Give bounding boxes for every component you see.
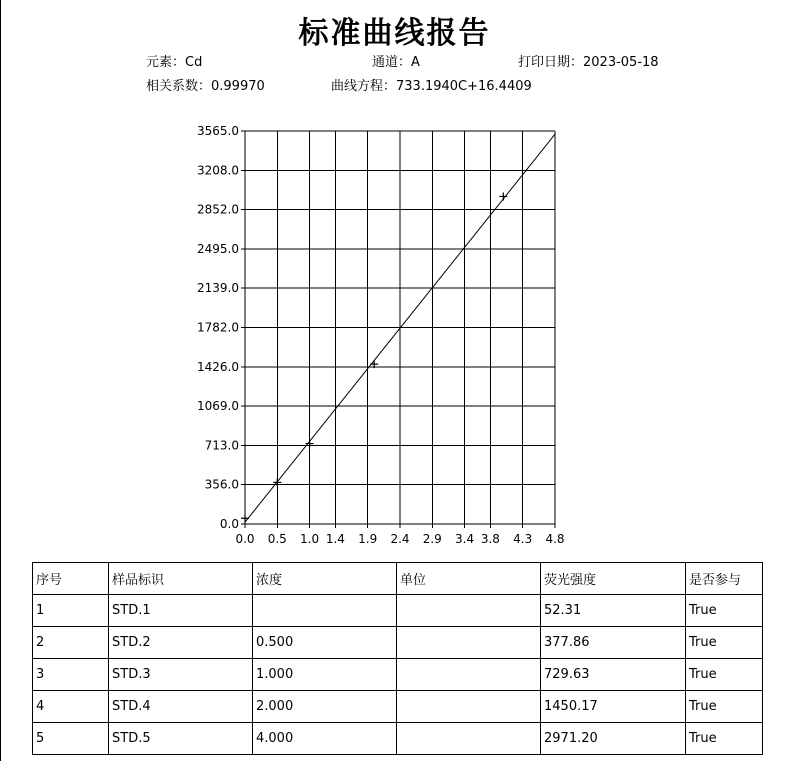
x-tick-label: 1.9 [358, 532, 378, 546]
y-tick-label: 3208.0 [197, 163, 239, 178]
header-concentration: 浓度 [253, 563, 397, 595]
y-tick-label: 2139.0 [197, 281, 239, 296]
cell-intensity: 1450.17 [541, 691, 686, 723]
x-tick-label: 1.4 [325, 532, 345, 546]
table-row [33, 627, 763, 659]
cell-participates: True [686, 627, 763, 659]
x-tick-label: 2.9 [422, 532, 442, 546]
report-title: 标准曲线报告 [298, 16, 491, 51]
cell-sample-id: STD.5 [109, 723, 253, 755]
x-tick-label: 3.8 [480, 532, 500, 546]
x-tick-label: 1.0 [300, 532, 320, 546]
data-point [241, 514, 249, 522]
table-header-row [33, 563, 763, 595]
cell-index: 5 [33, 723, 109, 755]
header-participates: 是否参与 [686, 563, 763, 595]
x-tick-label: 4.8 [545, 532, 565, 546]
cell-unit [397, 659, 541, 691]
cell-intensity: 377.86 [541, 627, 686, 659]
y-tick-label: 1782.0 [197, 320, 239, 335]
y-tick-label: 356.0 [204, 477, 239, 492]
x-tick-label: 0.0 [235, 532, 255, 546]
data-point [499, 192, 507, 200]
element-label: 元素：Cd [146, 55, 203, 70]
x-tick-label: 3.4 [455, 532, 475, 546]
table-row [33, 595, 763, 627]
table-row [33, 659, 763, 691]
cell-index: 4 [33, 691, 109, 723]
cell-concentration: 4.000 [253, 723, 397, 755]
cell-unit [397, 691, 541, 723]
channel-label: 通道：A [372, 55, 420, 70]
header-index: 序号 [33, 563, 109, 595]
cell-sample-id: STD.3 [109, 659, 253, 691]
correlation-label: 相关系数：0.99970 [146, 79, 265, 94]
header-unit: 单位 [397, 563, 541, 595]
cell-index: 3 [33, 659, 109, 691]
y-tick-label: 1426.0 [197, 359, 239, 374]
cell-concentration: 2.000 [253, 691, 397, 723]
cell-unit [397, 627, 541, 659]
data-point [306, 440, 314, 448]
cell-concentration: 0.500 [253, 627, 397, 659]
y-tick-label: 2495.0 [197, 241, 239, 256]
x-tick-label: 4.3 [513, 532, 533, 546]
cell-unit [397, 723, 541, 755]
header-intensity: 荧光强度 [541, 563, 686, 595]
cell-participates: True [686, 659, 763, 691]
cell-sample-id: STD.4 [109, 691, 253, 723]
cell-sample-id: STD.2 [109, 627, 253, 659]
cell-intensity: 2971.20 [541, 723, 686, 755]
standards-table [32, 562, 763, 755]
cell-participates: True [686, 723, 763, 755]
table-row [33, 691, 763, 723]
y-tick-label: 1069.0 [197, 399, 239, 414]
cell-participates: True [686, 691, 763, 723]
cell-index: 2 [33, 627, 109, 659]
cell-intensity: 52.31 [541, 595, 686, 627]
cell-participates: True [686, 595, 763, 627]
y-tick-label: 0.0 [219, 517, 239, 531]
cell-index: 1 [33, 595, 109, 627]
equation-label: 曲线方程：733.1940C+16.4409 [331, 79, 532, 94]
cell-intensity: 729.63 [541, 659, 686, 691]
header-sample-id: 样品标识 [109, 563, 253, 595]
cell-sample-id: STD.1 [109, 595, 253, 627]
y-tick-label: 713.0 [204, 438, 239, 453]
x-tick-label: 2.4 [390, 532, 410, 546]
cell-concentration: 1.000 [253, 659, 397, 691]
cell-concentration [253, 595, 397, 627]
cell-unit [397, 595, 541, 627]
y-tick-label: 2852.0 [197, 202, 239, 217]
table-row [33, 723, 763, 755]
x-tick-label: 0.5 [267, 532, 287, 546]
print-date-label: 打印日期：2023-05-18 [518, 55, 659, 70]
y-tick-label: 3565.0 [197, 124, 239, 138]
